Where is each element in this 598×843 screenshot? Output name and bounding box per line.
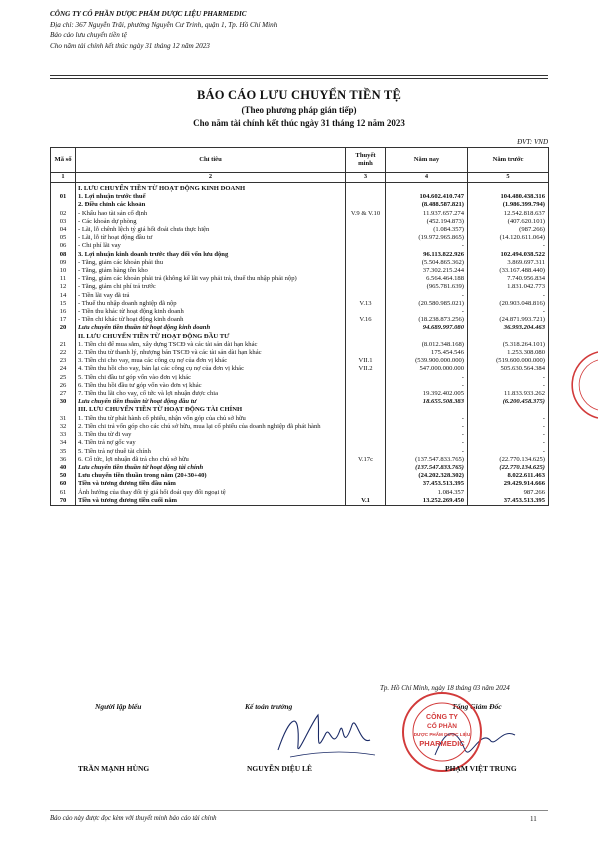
row-this-year: (965.781.639) bbox=[386, 283, 468, 291]
row-label: Tiền và tương đương tiền cuối năm bbox=[76, 497, 346, 506]
row-label: Lưu chuyển tiền thuần từ hoạt động đầu tư bbox=[76, 398, 346, 406]
row-label: - Lãi, lỗ chênh lệch tỷ giá hối đoái chưa thực hiện bbox=[76, 226, 346, 234]
row-label: I. LƯU CHUYỂN TIỀN TỪ HOẠT ĐỘNG KINH DOANH bbox=[76, 183, 346, 194]
row-label: - Khấu hao tài sản cố định bbox=[76, 210, 346, 218]
row-last-year: 1.831.042.773 bbox=[468, 283, 549, 291]
preparer-name: TRẦN MẠNH HÙNG bbox=[78, 764, 150, 773]
table-row bbox=[51, 382, 549, 390]
index-cell: 4 bbox=[386, 173, 468, 183]
index-cell: 3 bbox=[346, 173, 386, 183]
row-last-year: - bbox=[468, 439, 549, 447]
row-code: 50 bbox=[51, 472, 76, 480]
row-note bbox=[346, 349, 386, 357]
row-code: 10 bbox=[51, 267, 76, 275]
row-note: V.13 bbox=[346, 300, 386, 308]
table-row bbox=[51, 349, 549, 357]
row-this-year: - bbox=[386, 382, 468, 390]
row-this-year: 547.000.000.000 bbox=[386, 365, 468, 373]
row-last-year bbox=[468, 406, 549, 414]
row-code: 23 bbox=[51, 357, 76, 365]
row-last-year: 3.869.697.311 bbox=[468, 259, 549, 267]
table-row bbox=[51, 423, 549, 431]
report-period: Cho năm tài chính kết thúc ngày 31 tháng 12 năm 2023 bbox=[50, 41, 210, 50]
row-code: 11 bbox=[51, 275, 76, 283]
row-code: 70 bbox=[51, 497, 76, 506]
table-row bbox=[51, 456, 549, 464]
row-label: - Lãi, lỗ từ hoạt động đầu tư bbox=[76, 234, 346, 242]
row-last-year: (33.167.488.440) bbox=[468, 267, 549, 275]
margin-stamp bbox=[572, 350, 598, 420]
table-row bbox=[51, 201, 549, 209]
table-row bbox=[51, 390, 549, 398]
index-cell: 1 bbox=[51, 173, 76, 183]
row-last-year: - bbox=[468, 308, 549, 316]
row-note bbox=[346, 406, 386, 414]
row-this-year: 11.937.657.274 bbox=[386, 210, 468, 218]
report-method: (Theo phương pháp gián tiếp) bbox=[241, 105, 357, 115]
row-this-year: - bbox=[386, 415, 468, 423]
row-label: 3. Lợi nhuận kinh doanh trước thay đổi vốn lưu động bbox=[76, 251, 346, 259]
row-note bbox=[346, 415, 386, 423]
table-row bbox=[51, 308, 549, 316]
row-last-year: (14.120.611.064) bbox=[468, 234, 549, 242]
header-code: Mã số bbox=[51, 148, 76, 173]
row-this-year: 37.302.215.244 bbox=[386, 267, 468, 275]
row-label: 4. Tiền trả nợ gốc vay bbox=[76, 439, 346, 447]
document-header bbox=[50, 9, 277, 51]
row-last-year: (1.986.399.794) bbox=[468, 201, 549, 209]
row-code bbox=[51, 201, 76, 209]
row-this-year: (539.900.000.000) bbox=[386, 357, 468, 365]
row-code: 17 bbox=[51, 316, 76, 324]
row-code: 24 bbox=[51, 365, 76, 373]
row-this-year: - bbox=[386, 292, 468, 300]
report-name: Báo cáo lưu chuyển tiền tệ bbox=[50, 31, 127, 39]
table-row bbox=[51, 333, 549, 341]
stamp-line-3: DƯỢC PHẨM DƯỢC LIỆU bbox=[413, 732, 471, 737]
row-code: 09 bbox=[51, 259, 76, 267]
row-last-year: (22.770.134.625) bbox=[468, 456, 549, 464]
row-last-year: 29.429.914.666 bbox=[468, 480, 549, 488]
row-last-year bbox=[468, 183, 549, 194]
row-code: 02 bbox=[51, 210, 76, 218]
row-this-year: - bbox=[386, 448, 468, 456]
table-row bbox=[51, 193, 549, 201]
row-this-year: (137.547.833.765) bbox=[386, 456, 468, 464]
row-this-year: 19.392.402.005 bbox=[386, 390, 468, 398]
row-label: - Tăng, giảm chi phí trả trước bbox=[76, 283, 346, 291]
row-code: 25 bbox=[51, 374, 76, 382]
header-last-year: Năm trước bbox=[468, 148, 549, 173]
report-title-period: Cho năm tài chính kết thúc ngày 31 tháng 12 năm 2023 bbox=[193, 118, 405, 128]
row-note bbox=[346, 489, 386, 497]
table-header-row bbox=[51, 148, 549, 173]
row-last-year: - bbox=[468, 423, 549, 431]
row-this-year: (452.194.873) bbox=[386, 218, 468, 226]
table-row bbox=[51, 431, 549, 439]
row-label: 1. Lợi nhuận trước thuế bbox=[76, 193, 346, 201]
row-note bbox=[346, 431, 386, 439]
row-label: Tiền và tương đương tiền đầu năm bbox=[76, 480, 346, 488]
row-code: 14 bbox=[51, 292, 76, 300]
row-code: 05 bbox=[51, 234, 76, 242]
row-this-year: (137.547.833.765) bbox=[386, 464, 468, 472]
row-this-year: 94.689.997.080 bbox=[386, 324, 468, 332]
row-this-year: - bbox=[386, 431, 468, 439]
row-note bbox=[346, 242, 386, 250]
row-label: Lưu chuyển tiền thuần từ hoạt động tài chính bbox=[76, 464, 346, 472]
row-code: 30 bbox=[51, 398, 76, 406]
row-this-year: - bbox=[386, 439, 468, 447]
row-label: 3. Tiền chi cho vay, mua các công cụ nợ của đơn vị khác bbox=[76, 357, 346, 365]
row-note bbox=[346, 341, 386, 349]
row-label: 6. Cổ tức, lợi nhuận đã trả cho chủ sở hữu bbox=[76, 456, 346, 464]
table-row bbox=[51, 415, 549, 423]
table-row bbox=[51, 242, 549, 250]
row-this-year: 18.655.508.383 bbox=[386, 398, 468, 406]
row-this-year: (1.084.357) bbox=[386, 226, 468, 234]
row-this-year: 1.084.357 bbox=[386, 489, 468, 497]
row-last-year: 11.833.933.262 bbox=[468, 390, 549, 398]
row-code bbox=[51, 333, 76, 341]
row-note bbox=[346, 374, 386, 382]
index-cell: 2 bbox=[76, 173, 346, 183]
table-row bbox=[51, 357, 549, 365]
table-row bbox=[51, 448, 549, 456]
accountant-signature bbox=[270, 705, 380, 765]
row-label: - Tăng, giảm các khoản phải trả (không kể lãi vay phải trả, thuế thu nhập phải nộp) bbox=[76, 275, 346, 283]
row-last-year: 1.253.308.080 bbox=[468, 349, 549, 357]
row-last-year: 7.740.956.834 bbox=[468, 275, 549, 283]
table-row bbox=[51, 218, 549, 226]
row-note bbox=[346, 218, 386, 226]
row-note bbox=[346, 382, 386, 390]
row-this-year: 13.252.269.450 bbox=[386, 497, 468, 506]
row-label: 3. Tiền thu từ đi vay bbox=[76, 431, 346, 439]
row-code: 04 bbox=[51, 226, 76, 234]
table-row bbox=[51, 283, 549, 291]
row-last-year: 8.022.611.463 bbox=[468, 472, 549, 480]
index-cell: 5 bbox=[468, 173, 549, 183]
company-address: Địa chỉ: 367 Nguyễn Trãi, phường Nguyễn Cư Trinh, quận 1, Tp. Hồ Chí Minh bbox=[50, 20, 278, 29]
currency-unit: ĐVT: VND bbox=[517, 138, 548, 146]
row-code: 32 bbox=[51, 423, 76, 431]
table-row bbox=[51, 480, 549, 488]
row-note bbox=[346, 324, 386, 332]
table-row bbox=[51, 439, 549, 447]
header-label: Chỉ tiêu bbox=[76, 148, 346, 173]
row-code: 40 bbox=[51, 464, 76, 472]
row-code: 06 bbox=[51, 242, 76, 250]
footer-divider bbox=[50, 810, 548, 811]
row-last-year: 37.453.513.395 bbox=[468, 497, 549, 506]
row-note: VII.1 bbox=[346, 357, 386, 365]
row-last-year: (519.600.000.000) bbox=[468, 357, 549, 365]
row-label: 7. Tiền thu lãi cho vay, cổ tức và lợi nhuận được chia bbox=[76, 390, 346, 398]
cash-flow-table bbox=[50, 147, 549, 506]
row-code: 34 bbox=[51, 439, 76, 447]
row-code: 01 bbox=[51, 193, 76, 201]
row-code: 16 bbox=[51, 308, 76, 316]
row-code: 21 bbox=[51, 341, 76, 349]
footer-note: Báo cáo này được đọc kèm với thuyết minh báo cáo tài chính bbox=[50, 815, 217, 822]
row-label: - Tiền chi khác từ hoạt động kinh doanh bbox=[76, 316, 346, 324]
row-code: 33 bbox=[51, 431, 76, 439]
row-code: 61 bbox=[51, 489, 76, 497]
row-label: - Tăng, giảm hàng tồn kho bbox=[76, 267, 346, 275]
table-row bbox=[51, 497, 549, 506]
row-this-year: 104.602.410.747 bbox=[386, 193, 468, 201]
company-name: CÔNG TY CỔ PHẦN DƯỢC PHẨM DƯỢC LIỆU PHARMEDIC bbox=[50, 10, 247, 18]
row-label: 4. Tiền thu hồi cho vay, bán lại các công cụ nợ của đơn vị khác bbox=[76, 365, 346, 373]
table-body bbox=[51, 183, 549, 506]
row-this-year bbox=[386, 333, 468, 341]
row-note: V.1 bbox=[346, 497, 386, 506]
row-last-year: (24.871.993.721) bbox=[468, 316, 549, 324]
row-label: 6. Tiền thu hồi đầu tư góp vốn vào đơn vị khác bbox=[76, 382, 346, 390]
table-row bbox=[51, 267, 549, 275]
row-this-year: - bbox=[386, 242, 468, 250]
row-last-year: (22.770.134.625) bbox=[468, 464, 549, 472]
row-code bbox=[51, 406, 76, 414]
row-label: 2. Tiền thu từ thanh lý, nhượng bán TSCĐ và các tài sản dài hạn khác bbox=[76, 349, 346, 357]
row-code: 27 bbox=[51, 390, 76, 398]
row-this-year: (24.202.328.302) bbox=[386, 472, 468, 480]
row-note bbox=[346, 226, 386, 234]
row-note: VII.2 bbox=[346, 365, 386, 373]
header-note: Thuyết minh bbox=[346, 148, 386, 173]
row-this-year: 37.453.513.395 bbox=[386, 480, 468, 488]
row-this-year: - bbox=[386, 308, 468, 316]
row-label: - Tiền thu khác từ hoạt động kinh doanh bbox=[76, 308, 346, 316]
table-row bbox=[51, 316, 549, 324]
row-note bbox=[346, 259, 386, 267]
row-last-year: (987.266) bbox=[468, 226, 549, 234]
row-last-year: (5.318.264.101) bbox=[468, 341, 549, 349]
row-label: - Các khoản dự phòng bbox=[76, 218, 346, 226]
row-this-year: 96.113.822.926 bbox=[386, 251, 468, 259]
row-label: 5. Tiền chi đầu tư góp vốn vào đơn vị khác bbox=[76, 374, 346, 382]
table-row bbox=[51, 259, 549, 267]
table-row bbox=[51, 324, 549, 332]
row-note bbox=[346, 472, 386, 480]
row-last-year bbox=[468, 333, 549, 341]
row-this-year bbox=[386, 183, 468, 194]
header-this-year: Năm nay bbox=[386, 148, 468, 173]
row-code: 26 bbox=[51, 382, 76, 390]
accountant-name: NGUYỄN DIỆU LÊ bbox=[247, 764, 313, 773]
row-last-year: (407.620.101) bbox=[468, 218, 549, 226]
stamp-line-2: CỔ PHẦN bbox=[427, 723, 457, 730]
accountant-role: Kế toán trưởng bbox=[245, 702, 293, 711]
row-note bbox=[346, 183, 386, 194]
row-code: 22 bbox=[51, 349, 76, 357]
row-last-year: 987.266 bbox=[468, 489, 549, 497]
row-last-year: - bbox=[468, 431, 549, 439]
row-label: - Chi phí lãi vay bbox=[76, 242, 346, 250]
row-label: II. LƯU CHUYỂN TIỀN TỪ HOẠT ĐỘNG ĐẦU TƯ bbox=[76, 333, 346, 341]
row-code: 08 bbox=[51, 251, 76, 259]
stamp-line-1: CÔNG TY bbox=[426, 714, 458, 721]
table-row bbox=[51, 226, 549, 234]
row-label: 2. Tiền chi trả vốn góp cho các chủ sở hữu, mua lại cổ phiếu của doanh nghiệp đã phát hành bbox=[76, 423, 346, 431]
row-note: V.17c bbox=[346, 456, 386, 464]
row-note bbox=[346, 308, 386, 316]
table-row bbox=[51, 300, 549, 308]
row-this-year: (8.012.348.168) bbox=[386, 341, 468, 349]
table-row bbox=[51, 472, 549, 480]
row-note bbox=[346, 398, 386, 406]
row-note bbox=[346, 448, 386, 456]
row-this-year: 6.564.464.188 bbox=[386, 275, 468, 283]
director-name: PHẠM VIỆT TRUNG bbox=[445, 764, 517, 773]
row-code: 03 bbox=[51, 218, 76, 226]
table-index-row bbox=[51, 173, 549, 183]
row-label: - Tiền lãi vay đã trả bbox=[76, 292, 346, 300]
row-code: 35 bbox=[51, 448, 76, 456]
row-note bbox=[346, 193, 386, 201]
row-this-year: - bbox=[386, 374, 468, 382]
row-last-year: - bbox=[468, 242, 549, 250]
row-note bbox=[346, 390, 386, 398]
row-this-year: 175.454.546 bbox=[386, 349, 468, 357]
table-row bbox=[51, 275, 549, 283]
row-label: 5. Tiền trả nợ thuê tài chính bbox=[76, 448, 346, 456]
row-label: Lưu chuyển tiền thuần trong năm (20+30+40) bbox=[76, 472, 346, 480]
header-divider bbox=[50, 75, 548, 76]
row-last-year: 102.494.038.522 bbox=[468, 251, 549, 259]
table-row bbox=[51, 234, 549, 242]
row-note bbox=[346, 480, 386, 488]
row-code: 12 bbox=[51, 283, 76, 291]
row-last-year: (6.200.458.375) bbox=[468, 398, 549, 406]
row-code: 15 bbox=[51, 300, 76, 308]
row-code bbox=[51, 183, 76, 194]
table-row bbox=[51, 251, 549, 259]
row-last-year: 36.993.204.463 bbox=[468, 324, 549, 332]
row-last-year: 12.542.818.637 bbox=[468, 210, 549, 218]
row-note: V.9 & V.10 bbox=[346, 210, 386, 218]
row-note bbox=[346, 333, 386, 341]
preparer-role: Người lập biểu bbox=[95, 702, 142, 711]
row-last-year: - bbox=[468, 374, 549, 382]
row-label: 1. Tiền thu từ phát hành cổ phiếu, nhận vốn góp của chủ sở hữu bbox=[76, 415, 346, 423]
row-last-year: 505.630.564.384 bbox=[468, 365, 549, 373]
row-label: 1. Tiền chi để mua sắm, xây dựng TSCĐ và các tài sản dài hạn khác bbox=[76, 341, 346, 349]
row-label: - Thuế thu nhập doanh nghiệp đã nộp bbox=[76, 300, 346, 308]
row-this-year: (8.488.587.821) bbox=[386, 201, 468, 209]
row-note bbox=[346, 275, 386, 283]
row-code: 60 bbox=[51, 480, 76, 488]
row-label: Lưu chuyển tiền thuần từ hoạt động kinh doanh bbox=[76, 324, 346, 332]
row-last-year: - bbox=[468, 382, 549, 390]
row-note: V.16 bbox=[346, 316, 386, 324]
row-code: 20 bbox=[51, 324, 76, 332]
row-this-year bbox=[386, 406, 468, 414]
page-number: 11 bbox=[530, 815, 537, 823]
company-stamp bbox=[400, 690, 484, 774]
row-note bbox=[346, 439, 386, 447]
report-title: BÁO CÁO LƯU CHUYỂN TIỀN TỆ bbox=[197, 88, 401, 102]
row-note bbox=[346, 201, 386, 209]
table-row bbox=[51, 406, 549, 414]
table-row bbox=[51, 292, 549, 300]
row-note bbox=[346, 234, 386, 242]
row-note bbox=[346, 251, 386, 259]
table-row bbox=[51, 183, 549, 194]
header-divider-2 bbox=[50, 78, 548, 79]
table-row bbox=[51, 489, 549, 497]
row-last-year: - bbox=[468, 448, 549, 456]
row-label: 2. Điều chỉnh các khoản bbox=[76, 201, 346, 209]
row-this-year: (20.580.985.021) bbox=[386, 300, 468, 308]
row-label: III. LƯU CHUYỂN TIỀN TỪ HOẠT ĐỘNG TÀI CHÍNH bbox=[76, 406, 346, 414]
row-code: 31 bbox=[51, 415, 76, 423]
row-this-year: (18.238.873.256) bbox=[386, 316, 468, 324]
row-this-year: (5.504.865.362) bbox=[386, 259, 468, 267]
row-label: Ảnh hưởng của thay đổi tỷ giá hối đoái quy đổi ngoại tệ bbox=[76, 489, 346, 497]
row-note bbox=[346, 464, 386, 472]
table-row bbox=[51, 210, 549, 218]
row-last-year: - bbox=[468, 292, 549, 300]
signature-date: Tp. Hồ Chí Minh, ngày 18 tháng 03 năm 2024 bbox=[380, 684, 510, 692]
director-role: Tổng Giám Đốc bbox=[452, 702, 502, 711]
table-row bbox=[51, 341, 549, 349]
row-note bbox=[346, 292, 386, 300]
table-row bbox=[51, 374, 549, 382]
row-note bbox=[346, 267, 386, 275]
row-this-year: (19.972.965.865) bbox=[386, 234, 468, 242]
table-row bbox=[51, 464, 549, 472]
row-last-year: (20.903.048.816) bbox=[468, 300, 549, 308]
row-note bbox=[346, 423, 386, 431]
stamp-line-4: PHARMEDIC bbox=[419, 739, 465, 748]
row-code: 36 bbox=[51, 456, 76, 464]
row-this-year: - bbox=[386, 423, 468, 431]
row-label: - Tăng, giảm các khoản phải thu bbox=[76, 259, 346, 267]
row-note bbox=[346, 283, 386, 291]
table-row bbox=[51, 365, 549, 373]
row-last-year: 104.480.438.316 bbox=[468, 193, 549, 201]
row-last-year: - bbox=[468, 415, 549, 423]
